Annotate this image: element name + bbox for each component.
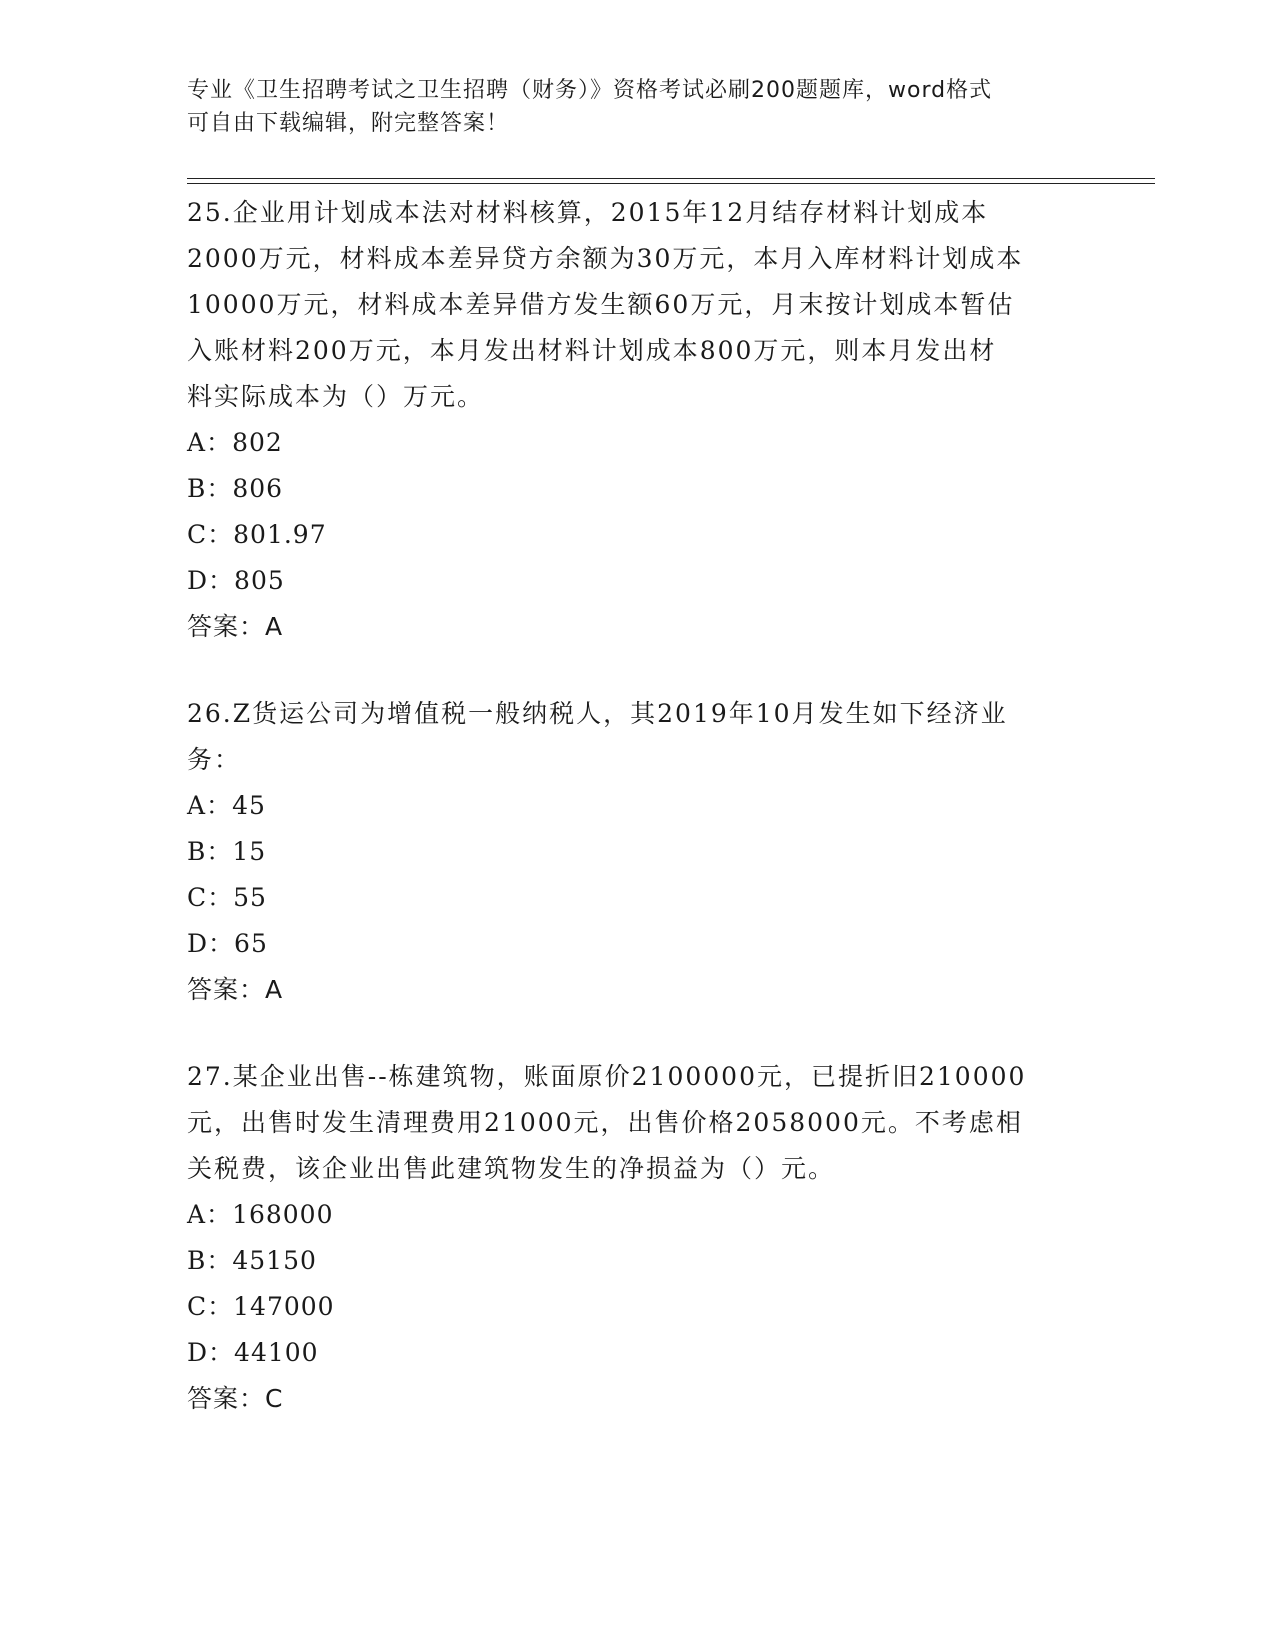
option-value: 801.97: [233, 520, 327, 549]
option-d: [187, 558, 1087, 604]
option-label: B：: [187, 837, 233, 866]
option-label: A：: [187, 428, 233, 457]
option-value: 55: [233, 883, 267, 912]
option-label: C：: [187, 883, 234, 912]
option-value: 805: [234, 566, 285, 595]
answer-line: 答案：A: [187, 612, 284, 641]
question-list: [187, 190, 1087, 1463]
answer-line: 答案：C: [187, 1384, 284, 1413]
question-25: [187, 190, 1087, 650]
option-label: C：: [187, 1292, 234, 1321]
option-a: [187, 420, 1087, 466]
option-label: C：: [187, 520, 234, 549]
option-d: [187, 921, 1087, 967]
option-a: [187, 1192, 1087, 1238]
option-label: D：: [187, 566, 235, 595]
option-b: [187, 1238, 1087, 1284]
option-c: [187, 1284, 1087, 1330]
header-line-2: 可自由下载编辑，附完整答案！: [187, 111, 510, 136]
option-value: 45150: [232, 1246, 317, 1275]
answer-line: 答案：A: [187, 975, 284, 1004]
header-divider-top: [187, 178, 1155, 179]
question-stem: 27.某企业出售--栋建筑物，账面原价2100000元，已提折旧210000 元，出售时发生清理费用21000元，出售价格2058000元。不考虑相 关税费，该企业出售此建筑物发生的净损益为（）元。: [187, 1062, 1027, 1183]
option-value: 45: [232, 791, 266, 820]
option-label: D：: [187, 929, 235, 958]
question-27: [187, 1054, 1087, 1422]
header-line-1: 专业《卫生招聘考试之卫生招聘（财务）》资格考试必刷200题题库，word格式: [187, 78, 993, 103]
option-label: A：: [187, 1200, 233, 1229]
option-a: [187, 783, 1087, 829]
option-label: B：: [187, 474, 233, 503]
option-value: 168000: [232, 1200, 334, 1229]
option-c: [187, 875, 1087, 921]
option-d: [187, 1330, 1087, 1376]
document-header: [187, 74, 1067, 140]
option-value: 802: [232, 428, 283, 457]
option-value: 15: [232, 837, 267, 866]
option-label: A：: [187, 791, 233, 820]
option-b: [187, 466, 1087, 512]
option-c: [187, 512, 1087, 558]
header-divider-bottom: [187, 183, 1155, 184]
option-b: [187, 829, 1087, 875]
question-stem: 26.Z货运公司为增值税一般纳税人，其2019年10月发生如下经济业 务：: [187, 699, 1008, 774]
question-stem: 25.企业用计划成本法对材料核算，2015年12月结存材料计划成本 2000万元，材料成本差异贷方余额为30万元，本月入库材料计划成本 10000万元，材料成本差异借方发生额60万元，月末按计划成本暂估 入账材料200万元，本月发出材料计划成本800万元，则本月发出材 料实际成本为（）万元。: [187, 198, 1024, 411]
question-26: [187, 691, 1087, 1013]
option-label: B：: [187, 1246, 233, 1275]
option-value: 806: [232, 474, 284, 503]
option-value: 147000: [233, 1292, 335, 1321]
option-label: D：: [187, 1338, 235, 1367]
option-value: 65: [234, 929, 268, 958]
option-value: 44100: [234, 1338, 319, 1367]
